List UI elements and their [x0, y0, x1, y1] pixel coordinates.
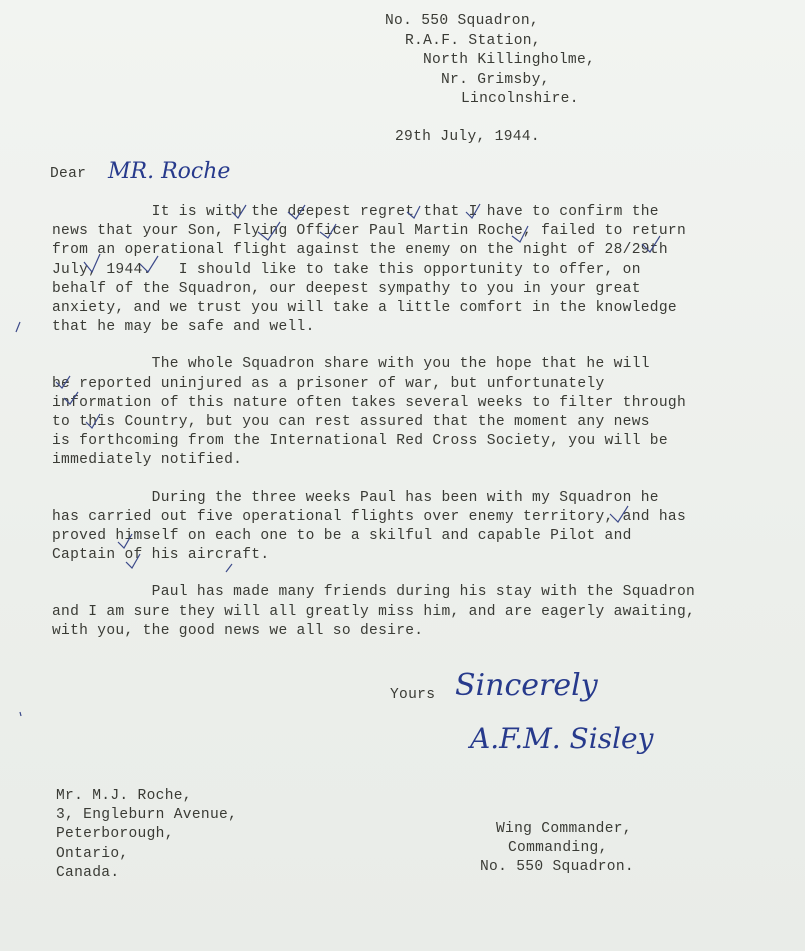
tick-mark-icon: [84, 254, 100, 272]
signoff-yours: Yours: [390, 687, 436, 703]
tick-mark-icon: [16, 322, 20, 332]
tick-mark-icon: [64, 392, 78, 404]
tick-mark-icon: [20, 712, 21, 716]
tick-mark-icon: [288, 205, 305, 219]
body-paragraph: Paul has made many friends during his stay with the Squadron and I am sure they will all greatly miss him, and are eagerly awaiting, with you, the good news we all so desire.: [52, 584, 696, 639]
body-paragraph: It is with the deepest regret that I have to confirm the news that your Son, Flying Officer Paul Martin Roche, failed to return from an operational flight against the enemy on the night of 28/29th July, 1944. I should like to take this opportunity to offer, on behalf of the Squadron, our deepest sympathy to you in your great anxiety, and we trust you will take a little comfort in the knowledge that he may be safe and well.: [52, 204, 687, 336]
tick-mark-icon: [512, 226, 528, 242]
handwritten-sincerely: Sincerely: [455, 668, 598, 703]
signatory-title: [480, 820, 634, 878]
recipient-line: Canada.: [56, 864, 120, 881]
tick-mark-icon: [466, 204, 480, 218]
recipient-line: Peterborough,: [56, 826, 174, 843]
tick-mark-icon: [226, 564, 232, 572]
tick-mark-icon: [610, 506, 628, 522]
tick-mark-icon: [320, 224, 336, 238]
recipient-line: Ontario,: [56, 845, 129, 862]
recipient-line: Mr. M.J. Roche,: [56, 788, 192, 804]
body-paragraph: During the three weeks Paul has been with my Squadron he has carried out five operational flights over enemy territory, and has proved himself on each one to be a skilful and capable Pilot and Captain of his aircraft.: [52, 489, 687, 564]
recipient-line: 3, Engleburn Avenue,: [56, 807, 238, 824]
body-paragraph: The whole Squadron share with you the hope that he will be reported uninjured as a prisoner of war, but unfortunately information of this nature often takes several weeks to filter through to this Country, but you can rest assured that the moment any news is forthcoming from the International Red Cross Society, you will be immediately notified.: [52, 356, 687, 469]
salutation-typed: Dear: [50, 166, 87, 182]
tick-mark-icon: [258, 222, 280, 240]
signature: A.F.M. Sisley: [470, 722, 654, 755]
tick-mark-icon: [56, 376, 70, 388]
recipient-address: [56, 787, 237, 883]
tick-mark-icon: [86, 414, 100, 428]
tick-mark-icon: [642, 236, 660, 252]
address-line: Nr. Grimsby,: [441, 71, 550, 88]
title-line: Commanding,: [508, 840, 608, 857]
title-line: Wing Commander,: [496, 821, 632, 837]
tick-mark-icon: [232, 205, 246, 218]
salutation-handwritten-name: MR. Roche: [108, 159, 231, 184]
tick-mark-icon: [118, 534, 132, 548]
address-line: North Killingholme,: [423, 52, 596, 68]
tick-mark-icon: [407, 206, 420, 218]
tick-mark-icon: [126, 554, 140, 568]
address-line: No. 550 Squadron,: [385, 13, 539, 29]
address-line: Lincolnshire.: [461, 91, 579, 107]
title-line: No. 550 Squadron.: [480, 859, 634, 876]
letter-date: 29th July, 1944.: [395, 129, 540, 145]
address-line: R.A.F. Station,: [405, 32, 541, 49]
tick-mark-icon: [140, 256, 158, 272]
